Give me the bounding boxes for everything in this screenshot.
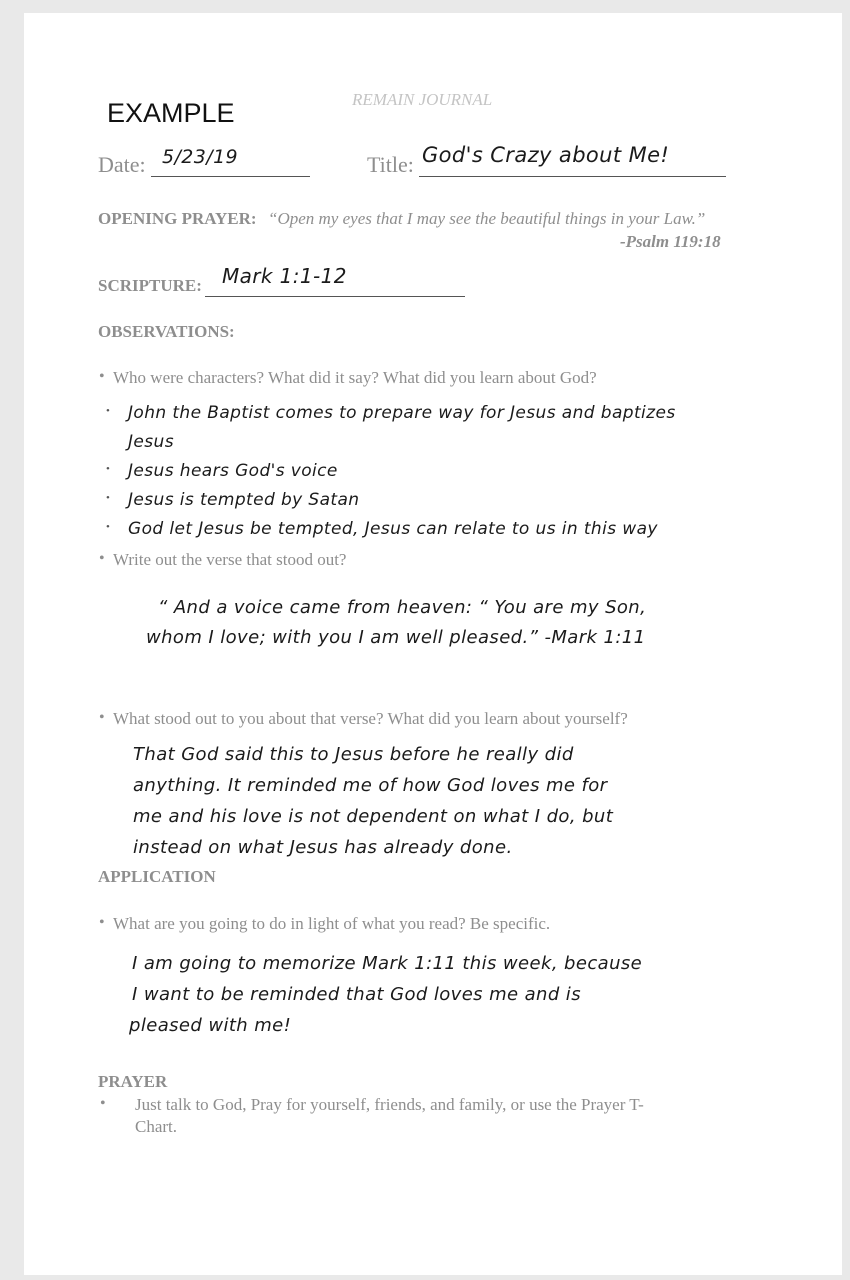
bullet: • xyxy=(100,1095,106,1112)
date-label: Date: xyxy=(98,152,146,177)
opening-prayer-label: OPENING PRAYER: xyxy=(98,209,257,228)
example-label: EXAMPLE xyxy=(107,98,235,128)
q3-answer-line-1[interactable]: That God said this to Jesus before he really did xyxy=(133,744,574,765)
scripture-label: SCRIPTURE: xyxy=(98,276,202,295)
q3-answer-line-2[interactable]: anything. It reminded me of how God loves me for xyxy=(133,775,608,796)
bullet: • xyxy=(99,368,105,385)
title-underline xyxy=(419,176,726,177)
q1-answer-1[interactable]: John the Baptist comes to prepare way for Jesus and baptizes xyxy=(128,403,676,423)
bullet: • xyxy=(99,550,105,567)
sub-bullet: • xyxy=(106,492,110,504)
title-label: Title: xyxy=(367,152,414,177)
title-value[interactable]: God's Crazy about Me! xyxy=(422,143,670,167)
verse-line-2[interactable]: whom I love; with you I am well pleased.” -Mark 1:11 xyxy=(146,627,646,648)
scripture-value[interactable]: Mark 1:1-12 xyxy=(222,264,347,288)
sub-bullet: • xyxy=(106,463,110,475)
sub-bullet: • xyxy=(106,405,110,417)
date-underline xyxy=(151,176,310,177)
application-answer-line-1[interactable]: I am going to memorize Mark 1:11 this week, because xyxy=(132,953,643,974)
q3-answer-line-3[interactable]: me and his love is not dependent on what I do, but xyxy=(133,806,614,827)
bullet: • xyxy=(99,914,105,931)
observations-question-1: Who were characters? What did it say? What did you learn about God? xyxy=(113,368,597,387)
q1-answer-3[interactable]: Jesus is tempted by Satan xyxy=(128,490,360,510)
journal-title: REMAIN JOURNAL xyxy=(352,90,493,109)
sub-bullet: • xyxy=(106,521,110,533)
verse-line-1[interactable]: “ And a voice came from heaven: “ You are my Son, xyxy=(158,597,647,618)
bullet: • xyxy=(99,709,105,726)
prayer-item-line-1: Just talk to God, Pray for yourself, friends, and family, or use the Prayer T- xyxy=(135,1095,644,1114)
opening-prayer-quote: “Open my eyes that I may see the beautiful things in your Law.” xyxy=(268,209,706,228)
application-answer-line-2[interactable]: I want to be reminded that God loves me and is xyxy=(132,984,581,1005)
date-value[interactable]: 5/23/19 xyxy=(162,146,239,168)
q1-answer-1-cont[interactable]: Jesus xyxy=(128,432,174,452)
observations-question-3: What stood out to you about that verse? What did you learn about yourself? xyxy=(113,709,628,728)
scripture-underline xyxy=(205,296,465,297)
q3-answer-line-4[interactable]: instead on what Jesus has already done. xyxy=(133,837,513,858)
application-heading: APPLICATION xyxy=(98,867,216,886)
q1-answer-4[interactable]: God let Jesus be tempted, Jesus can relate to us in this way xyxy=(128,519,658,539)
opening-prayer-reference: -Psalm 119:18 xyxy=(620,232,721,251)
application-answer-line-3[interactable]: pleased with me! xyxy=(129,1015,292,1036)
application-question: What are you going to do in light of what you read? Be specific. xyxy=(113,914,551,933)
q1-answer-2[interactable]: Jesus hears God's voice xyxy=(128,461,338,481)
prayer-item-line-2: Chart. xyxy=(135,1117,178,1136)
prayer-heading: PRAYER xyxy=(98,1072,168,1091)
observations-heading: OBSERVATIONS: xyxy=(98,322,235,341)
observations-question-2: Write out the verse that stood out? xyxy=(113,550,347,569)
